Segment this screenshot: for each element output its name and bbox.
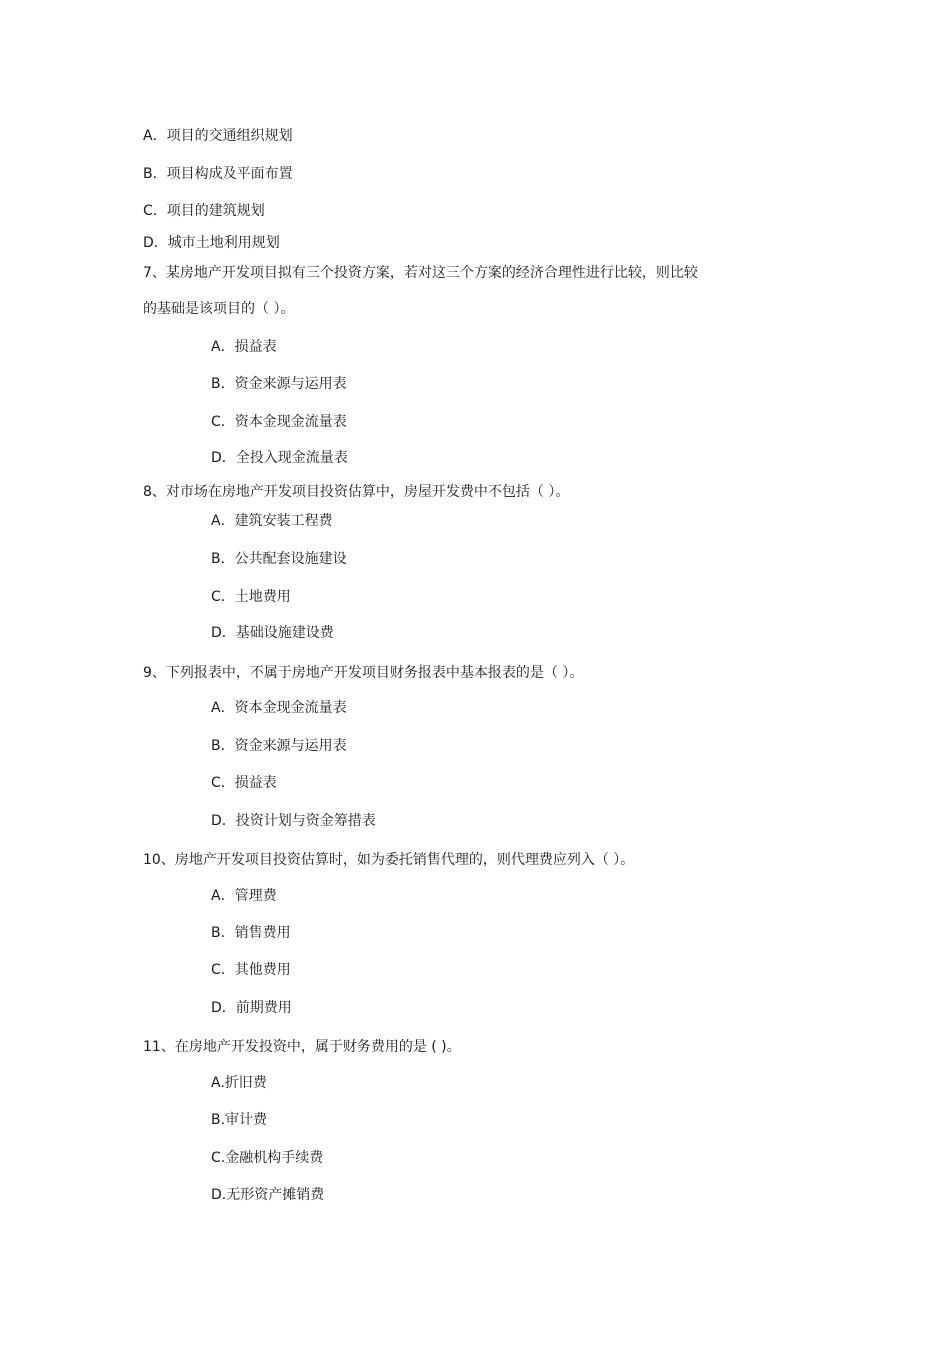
q8-option-c: C．土地费用 [211, 589, 291, 605]
q7-option-a: A．损益表 [211, 339, 277, 355]
q10-option-c: C．其他费用 [211, 962, 291, 978]
q11-option-b: B.审计费 [211, 1112, 268, 1128]
q8-option-a: A．建筑安装工程费 [211, 513, 333, 529]
q10-option-d: D．前期费用 [211, 1000, 292, 1016]
q9-stem: 9、下列报表中，不属于房地产开发项目财务报表中基本报表的是（ ）。 [143, 665, 584, 681]
q7-stem-line2: 的基础是该项目的（ ）。 [143, 301, 295, 317]
q10-option-a: A．管理费 [211, 888, 277, 904]
q6-option-d: D．城市土地利用规划 [143, 235, 280, 251]
q7-option-b: B．资金来源与运用表 [211, 376, 347, 392]
q6-option-a: A．项目的交通组织规划 [143, 128, 293, 144]
q8-option-d: D．基础设施建设费 [211, 625, 334, 641]
q9-option-a: A．资本金现金流量表 [211, 700, 347, 716]
q6-option-b: B．项目构成及平面布置 [143, 166, 293, 182]
q7-option-c: C．资本金现金流量表 [211, 414, 347, 430]
q7-stem-line1: 7、某房地产开发项目拟有三个投资方案，若对这三个方案的经济合理性进行比较，则比较 [143, 265, 698, 281]
q7-option-d: D．全投入现金流量表 [211, 450, 348, 466]
q10-option-b: B．销售费用 [211, 925, 291, 941]
q11-option-a: A.折旧费 [211, 1075, 267, 1091]
q8-stem: 8、对市场在房地产开发项目投资估算中，房屋开发费中不包括（ ）。 [143, 484, 570, 500]
q10-stem: 10、房地产开发项目投资估算时，如为委托销售代理的，则代理费应列入（ ）。 [143, 852, 635, 868]
q6-option-c: C．项目的建筑规划 [143, 203, 265, 219]
q11-option-d: D.无形资产摊销费 [211, 1187, 325, 1203]
q9-option-c: C．损益表 [211, 775, 277, 791]
q11-option-c: C.金融机构手续费 [211, 1150, 324, 1166]
q11-stem: 11、在房地产开发投资中，属于财务费用的是 ( )。 [143, 1039, 461, 1055]
q8-option-b: B．公共配套设施建设 [211, 551, 347, 567]
q9-option-d: D．投资计划与资金筹措表 [211, 813, 376, 829]
q9-option-b: B．资金来源与运用表 [211, 738, 347, 754]
